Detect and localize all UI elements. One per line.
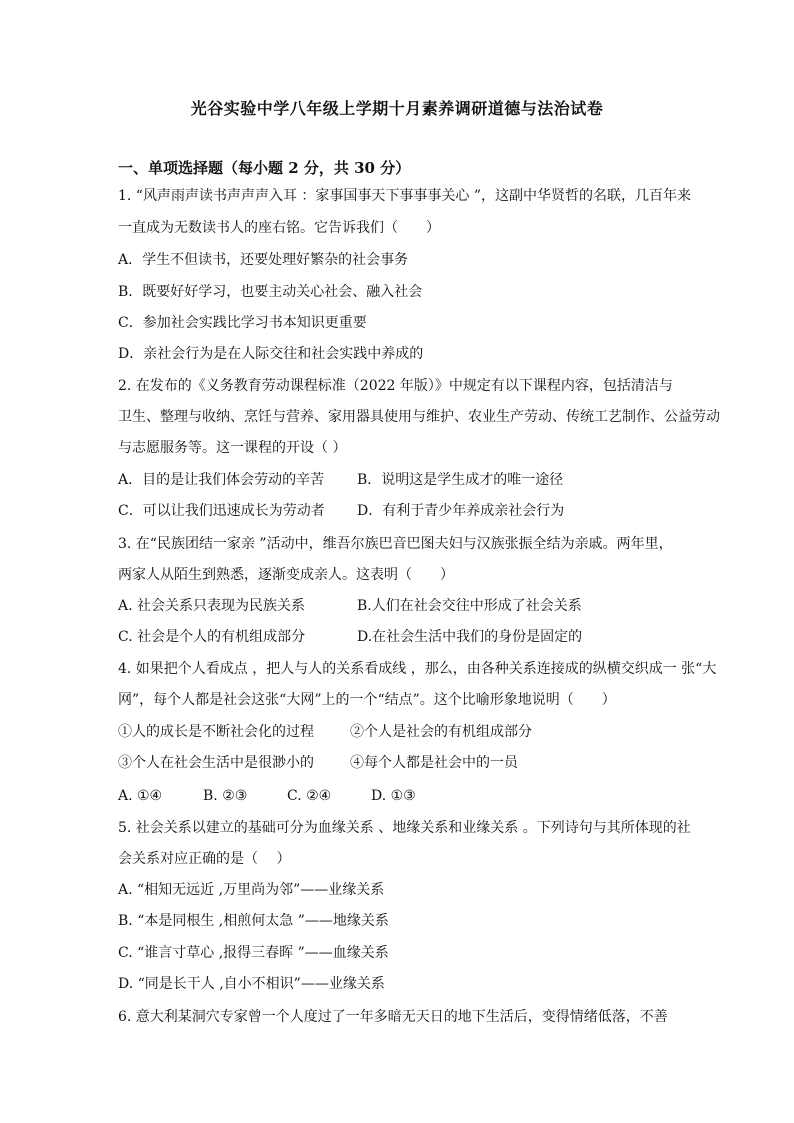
q1-option-b: B．既要好好学习，也要主动关心社会、融入社会 — [118, 284, 423, 300]
q4-statement-2: ②个人是社会的有机组成部分 — [350, 724, 532, 740]
q1-option-a: A．学生不但读书，还要处理好繁杂的社会事务 — [118, 252, 409, 268]
q4-stem-line2: 网”，每个人都是社会这张“大网”上的一个“结点”。这个比喻形象地说明（ ） — [118, 692, 616, 708]
q6-stem-line1: 6. 意大利某洞穴专家曾一个人度过了一年多暗无天日的地下生活后，变得情绪低落，不善 — [118, 1009, 668, 1025]
q1-stem-line1: 1. “风声雨声读书声声声入耳 ：家事国事天下事事事关心 ”，这副中华贤哲的名联，几百年来 — [118, 188, 692, 204]
q2-stem-line3: 与志愿服务等。这一课程的开设（ ） — [118, 440, 347, 456]
q3-option-a: A. 社会关系只表现为民族关系 — [118, 598, 306, 614]
q5-stem-line2: 会关系对应正确的是（ ） — [118, 851, 291, 867]
q4-option-c: C. ②④ — [287, 788, 332, 804]
q2-stem-line1: 2. 在发布的《义务教育劳动课程标准（2022 年版）》中规定有以下课程内容，包括清洁与 — [118, 378, 673, 394]
q3-option-c: C. 社会是个人的有机组成部分 — [118, 629, 306, 645]
q1-stem-line2: 一直成为无数读书人的座右铭。它告诉我们（ ） — [118, 220, 440, 236]
q4-option-b: B. ②③ — [203, 788, 248, 804]
q5-option-a: A. “相知无远近 ,万里尚为邻”——业缘关系 — [118, 882, 385, 898]
q3-stem-line2: 两家人从陌生到熟悉，逐渐变成亲人。这表明（ ） — [118, 567, 454, 583]
q3-option-d: D.在社会生活中我们的身份是固定的 — [357, 629, 583, 645]
q1-option-d: D．亲社会行为是在人际交往和社会实践中养成的 — [118, 346, 424, 362]
q4-option-d: D. ①③ — [371, 788, 416, 804]
q2-option-d: D．有利于青少年养成亲社会行为 — [357, 503, 565, 519]
q2-stem-line2: 卫生、整理与收纳、烹饪与营养、家用器具使用与维护、农业生产劳动、传统工艺制作、公益劳动 — [118, 409, 720, 425]
q5-option-b: B. “本是同根生 ,相煎何太急 ”——地缘关系 — [118, 913, 389, 929]
q3-option-b: B.人们在社会交往中形成了社会关系 — [357, 598, 582, 614]
q4-option-a: A. ①④ — [118, 788, 163, 804]
q2-option-b: B．说明这是学生成才的唯一途径 — [357, 472, 564, 488]
q4-stem-line1: 4. 如果把个人看成点 ，把人与人的关系看成线 ，那么，由各种关系连接成的纵横交织成一 张“大 — [118, 661, 717, 677]
exam-title: 光谷实验中学八年级上学期十月素养调研道德与法治试卷 — [190, 99, 604, 118]
q3-stem-line1: 3. 在“民族团结一家亲 ”活动中，维吾尔族巴音巴图夫妇与汉族张振全结为亲戚。两年里， — [118, 536, 673, 552]
q2-option-a: A．目的是让我们体会劳动的辛苦 — [118, 472, 325, 488]
q4-statement-1: ①人的成长是不断社会化的过程 — [118, 724, 314, 740]
q2-option-c: C．可以让我们迅速成长为劳动者 — [118, 503, 325, 519]
q5-stem-line1: 5. 社会关系以建立的基础可分为血缘关系 、地缘关系和业缘关系 。下列诗句与其所体现的社 — [118, 820, 691, 836]
q4-statement-3: ③个人在社会生活中是很渺小的 — [118, 755, 314, 771]
q1-option-c: C．参加社会实践比学习书本知识更重要 — [118, 315, 367, 331]
q5-option-d: D. “同是长干人 ,自小不相识”——业缘关系 — [118, 976, 385, 992]
q4-statement-4: ④每个人都是社会中的一员 — [350, 755, 518, 771]
section-heading-single-choice: 一、单项选择题（每小题 2 分，共 30 分） — [118, 159, 411, 177]
q5-option-c: C. “谁言寸草心 ,报得三春晖 ”——血缘关系 — [118, 945, 389, 961]
